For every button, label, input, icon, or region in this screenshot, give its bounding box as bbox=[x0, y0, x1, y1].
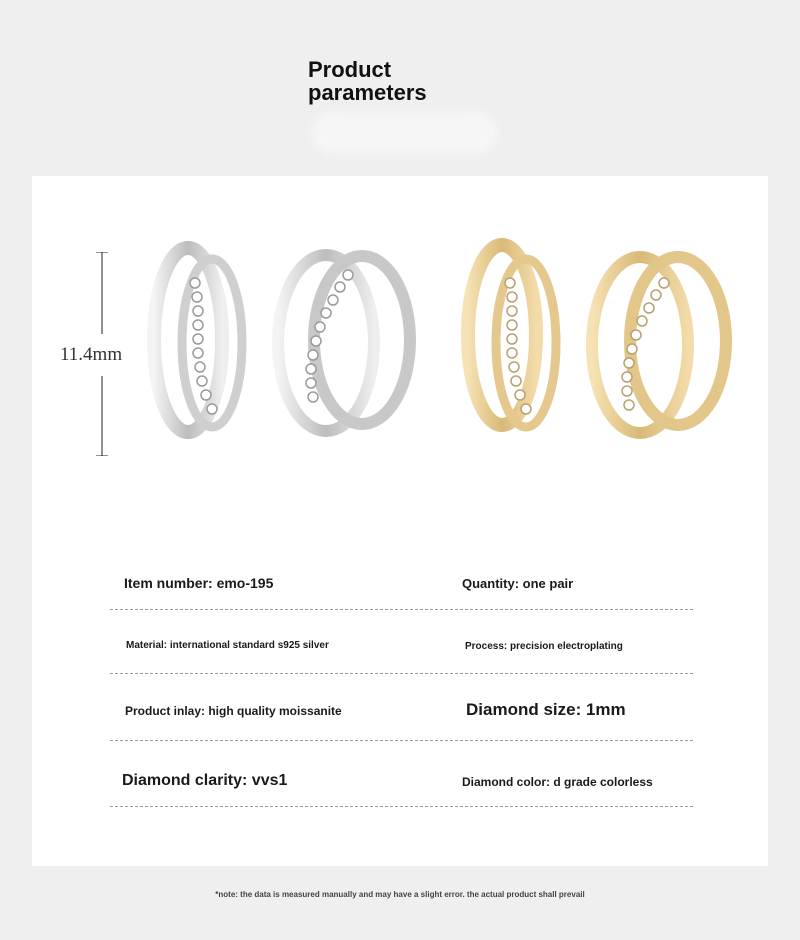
title-line-2: parameters bbox=[308, 80, 427, 105]
spec-row-1 bbox=[110, 570, 693, 610]
title-glow bbox=[312, 112, 497, 154]
page-title bbox=[308, 58, 427, 104]
process: Process: precision electroplating bbox=[465, 641, 623, 652]
spec-row-2 bbox=[110, 609, 693, 674]
material: Material: international standard s925 silver bbox=[126, 640, 329, 651]
silver-earring-side bbox=[278, 255, 410, 431]
earrings-image bbox=[140, 235, 740, 460]
footer-note: *note: the data is measured manually and may have a slight error. the actual product shall prevail bbox=[215, 890, 585, 899]
spec-row-3 bbox=[110, 673, 693, 741]
diamond-clarity: Diamond clarity: vvs1 bbox=[122, 772, 288, 789]
gold-earring-front bbox=[468, 245, 556, 427]
diamond-color: Diamond color: d grade colorless bbox=[462, 775, 653, 789]
spec-row-4 bbox=[110, 740, 693, 807]
diamond-size: Diamond size: 1mm bbox=[466, 700, 626, 719]
product-inlay: Product inlay: high quality moissanite bbox=[125, 704, 342, 718]
item-number: Item number: emo-195 bbox=[124, 575, 274, 591]
title-line-1: Product bbox=[308, 57, 392, 82]
gold-earring-side bbox=[592, 257, 726, 433]
silver-earring-front bbox=[154, 248, 242, 432]
dimension-label: 11.4mm bbox=[60, 344, 123, 365]
quantity: Quantity: one pair bbox=[462, 576, 574, 591]
